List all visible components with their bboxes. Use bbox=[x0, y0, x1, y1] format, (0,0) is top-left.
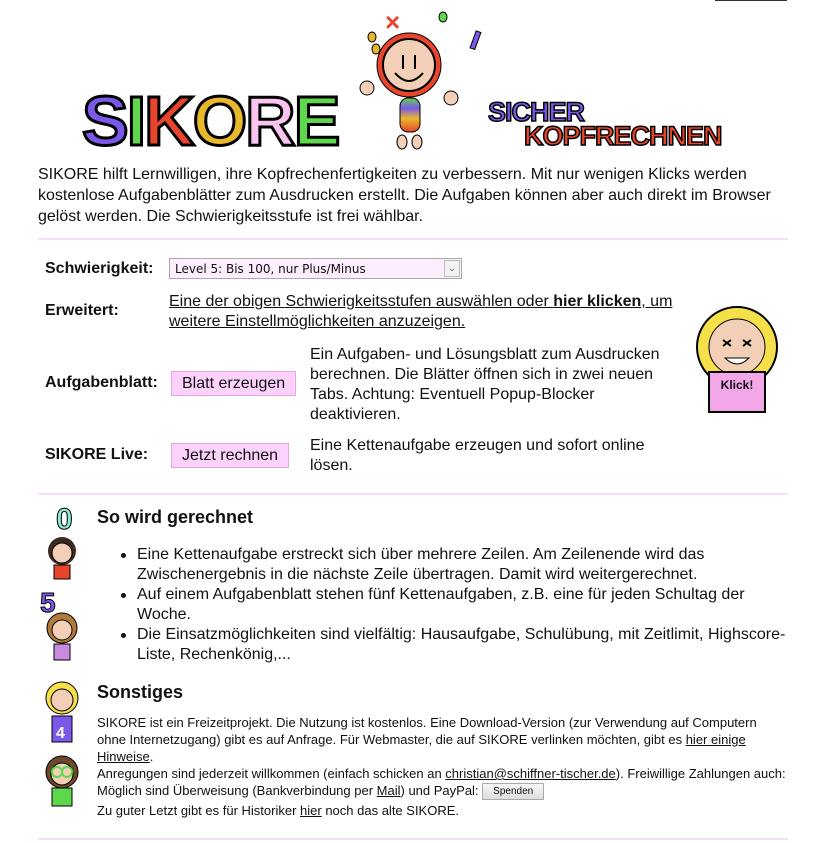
svg-text:×: × bbox=[385, 7, 401, 37]
difficulty-select[interactable] bbox=[169, 258, 462, 279]
divider bbox=[38, 838, 788, 840]
how-it-works-heading: So wird gerechnet bbox=[97, 507, 254, 527]
character-zero-icon bbox=[38, 505, 88, 585]
logo-letter: R bbox=[245, 82, 294, 160]
logo-letter: S bbox=[82, 82, 127, 160]
svg-text:0: 0 bbox=[56, 505, 73, 536]
intro-text: SIKORE hilft Lernwilligen, ihre Kopfrechenfertigkeiten zu verbessern. Mit nur wenigen Klicks werden kostenlose Aufgabenblätter zum Ausdrucken erstellt. Die Aufgaben können aber auch direkt im Browser gelöst werden. Die Schwierigkeitsstufe ist frei wählbar. bbox=[38, 166, 771, 225]
girl-mascot-icon bbox=[693, 302, 785, 420]
svg-text:4: 4 bbox=[56, 725, 65, 742]
list-item: Auf einem Aufgabenblatt stehen fünf Kettenaufgaben, z.B. eine für jeden Schultag der Woche. bbox=[137, 585, 797, 625]
logo-letter: K bbox=[144, 82, 193, 160]
logo-letter: O bbox=[192, 82, 246, 160]
mail-link[interactable]: Mail bbox=[376, 783, 401, 798]
advanced-options-link[interactable]: Eine der obigen Schwierigkeitsstufen auswählen oder hier klicken, um weitere Einstellmöglichkeiten anzuzeigen. bbox=[169, 293, 673, 330]
misc-text: SIKORE ist ein Freizeitprojekt. Die Nutzung ist kostenlos. Eine Download-Version (zur Verwendung auf Computern ohne Internetzugang) gibt es auf Anfrage. Für Webmaster, die auf SIKORE verlinken möchten, gibt es hier einige Hinweise. Anregungen sind jederzeit willkommen (einfach schicken an christian@schiffner-tischer.de). Freiwillige Zahlungen auch: Möglich sind Überweisung (Bankverbindung per Mail) und PayPal: Spenden Zu guter Letzt gibt es für Historiker hier noch das alte SIKORE. bbox=[97, 715, 786, 819]
top-link[interactable] bbox=[715, 0, 787, 1]
create-sheet-button[interactable]: Blatt erzeugen bbox=[171, 371, 296, 396]
mascot-logo-icon bbox=[355, 3, 495, 153]
chevron-down-icon: ⌄ bbox=[444, 260, 460, 277]
misc-heading: Sonstiges bbox=[97, 682, 184, 702]
webmaster-hints-link[interactable]: hier einige Hinweise bbox=[97, 732, 746, 764]
difficulty-label: Schwierigkeit: bbox=[45, 260, 154, 277]
worksheet-label: Aufgabenblatt: bbox=[45, 374, 158, 391]
donate-button[interactable]: Spenden bbox=[482, 783, 544, 800]
how-it-works-list bbox=[137, 545, 797, 665]
klick-mascot[interactable] bbox=[693, 302, 785, 420]
logo-subtitle: SICHER KOPFRECHNEN bbox=[488, 97, 722, 151]
difficulty-value: Level 5: Bis 100, nur Plus/Minus bbox=[175, 262, 366, 276]
divider bbox=[38, 493, 788, 495]
character-glasses-icon bbox=[38, 750, 88, 810]
advanced-label: Erweitert: bbox=[45, 302, 119, 319]
divider bbox=[38, 238, 788, 240]
logo-letter: E bbox=[293, 82, 339, 160]
old-sikore-link[interactable]: hier bbox=[300, 803, 322, 819]
live-description: Eine Kettenaufgabe erzeugen und sofort online lösen. bbox=[310, 437, 645, 474]
sikore-logo bbox=[82, 82, 339, 160]
svg-text:5: 5 bbox=[40, 590, 56, 618]
character-four-icon bbox=[38, 670, 88, 750]
list-item: Eine Kettenaufgabe erstreckt sich über mehrere Zeilen. Am Zeilenende wird das Zwischenergebnis in die nächste Zeile übertragen. Damit wird weitergerechnet. bbox=[137, 545, 797, 585]
character-five-icon bbox=[38, 590, 88, 670]
compute-now-button[interactable]: Jetzt rechnen bbox=[171, 443, 289, 468]
email-link[interactable]: christian@schiffner-tischer.de bbox=[445, 766, 616, 781]
list-item: Die Einsatzmöglichkeiten sind vielfältig: Hausaufgabe, Schulübung, mit Zeitlimit, Highscore-Liste, Rechenkönig,... bbox=[137, 625, 797, 665]
worksheet-description: Ein Aufgaben- und Lösungsblatt zum Ausdrucken berechnen. Die Blätter öffnen sich in zwei neuen Tabs. Achtung: Eventuell Popup-Blocker deaktivieren. bbox=[310, 346, 660, 423]
logo-letter: I bbox=[126, 82, 145, 160]
klick-sign: Klick! bbox=[720, 378, 754, 392]
live-label: SIKORE Live: bbox=[45, 446, 149, 463]
